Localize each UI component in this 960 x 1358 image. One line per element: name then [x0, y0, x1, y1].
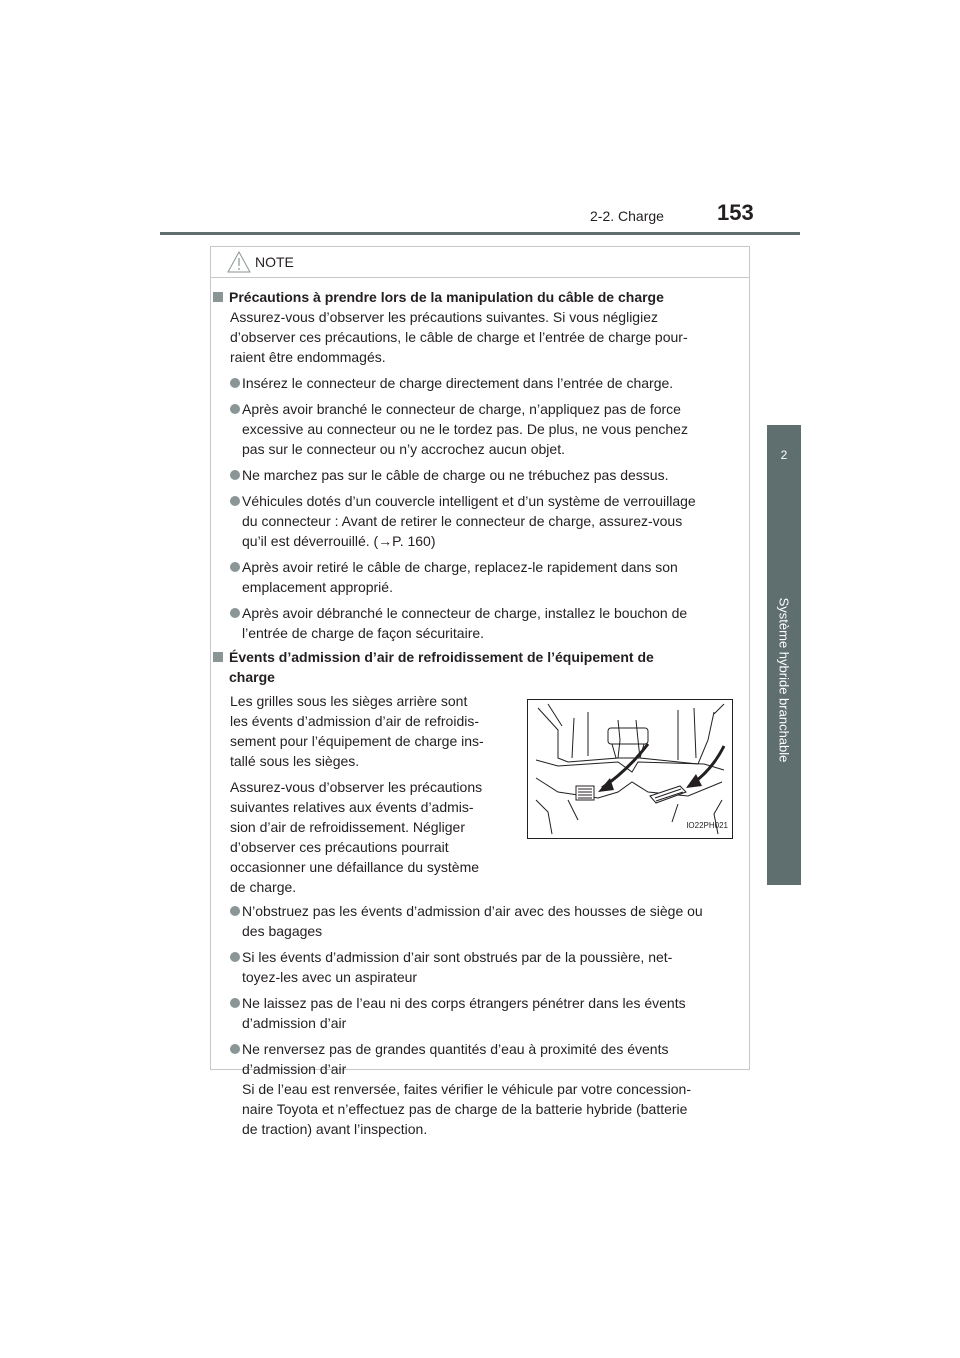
- round-bullet-icon: [230, 608, 240, 618]
- text-line: qu’il est déverrouillé. (→P. 160): [242, 533, 436, 549]
- text-line: des bagages: [242, 923, 323, 939]
- text-line: Après avoir branché le connecteur de charge, n’appliquez pas de force: [242, 401, 681, 417]
- text-line: d’admission d’air: [242, 1015, 347, 1031]
- bullet-item: [211, 557, 749, 597]
- text-line: Les grilles sous les sièges arrière sont: [230, 693, 468, 709]
- section-heading: [211, 647, 749, 687]
- text-line: de charge.: [230, 879, 297, 895]
- text-line: tallé sous les sièges.: [230, 753, 360, 769]
- text-line: Si les évents d’admission d’air sont obstrués par de la poussière, net-: [242, 949, 673, 965]
- note-header: [211, 247, 749, 278]
- text-line: d’admission d’air: [242, 1061, 347, 1077]
- square-bullet-icon: [213, 652, 223, 662]
- text-line: Si de l’eau est renversée, faites vérifier le véhicule par votre concession-: [242, 1081, 691, 1097]
- text-line: emplacement approprié.: [242, 579, 393, 595]
- bullet-item: [211, 603, 749, 643]
- warning-triangle-icon: [227, 251, 251, 273]
- text-line: du connecteur : Avant de retirer le connecteur de charge, assurez-vous: [242, 513, 683, 529]
- section-heading-text: Précautions à prendre lors de la manipulation du câble de charge: [229, 289, 664, 305]
- bullet-item: [211, 465, 749, 485]
- figure-block: [211, 687, 749, 895]
- text-line: excessive au connecteur ou ne le tordez pas. De plus, ne vous penchez: [242, 421, 688, 437]
- text-line: Après avoir débranché le connecteur de charge, installez le bouchon de: [242, 605, 688, 621]
- bullet-item: [211, 1039, 749, 1139]
- round-bullet-icon: [230, 1044, 240, 1054]
- text-line: pas sur le connecteur ou n’y accrochez aucun objet.: [242, 441, 565, 457]
- bullet-item: [211, 993, 749, 1033]
- round-bullet-icon: [230, 404, 240, 414]
- bullet-item: [211, 373, 749, 393]
- note-box: [210, 246, 750, 1137]
- text-line: les évents d’admission d’air de refroidis-: [230, 713, 479, 729]
- text-line: Assurez-vous d’observer les précautions suivantes. Si vous négligiez: [230, 309, 658, 325]
- rear-seat-illustration: [527, 699, 733, 839]
- text-line: l’entrée de charge de façon sécuritaire.: [242, 625, 485, 641]
- text-line: toyez-les avec un aspirateur: [242, 969, 418, 985]
- text-line: suivantes relatives aux évents d’admis-: [230, 799, 474, 815]
- bullet-item: [211, 947, 749, 987]
- intro-paragraph: [211, 307, 749, 367]
- page-number: 153: [717, 200, 754, 225]
- round-bullet-icon: [230, 496, 240, 506]
- figure-description: [230, 691, 504, 897]
- square-bullet-icon: [213, 292, 223, 302]
- note-title: NOTE: [255, 254, 294, 270]
- section-heading-text: Évents d’admission d’air de refroidissement de l’équipement de: [229, 649, 654, 665]
- text-line: Véhicules dotés d’un couvercle intelligent et d’un système de verrouillage: [242, 493, 696, 509]
- text-line: d’observer ces précautions pourrait: [230, 839, 449, 855]
- round-bullet-icon: [230, 952, 240, 962]
- chapter-tab-number: 2: [767, 425, 801, 485]
- bullet-item: [211, 491, 749, 551]
- text-line: naire Toyota et n’effectuez pas de charge de la batterie hybride (batterie: [242, 1101, 688, 1117]
- round-bullet-icon: [230, 998, 240, 1008]
- chapter-tab-label: Système hybride branchable: [776, 597, 792, 763]
- header-rule: [160, 232, 800, 235]
- section-heading-text: charge: [229, 669, 275, 685]
- text-line: raient être endommagés.: [230, 349, 386, 365]
- round-bullet-icon: [230, 378, 240, 388]
- text-line: Après avoir retiré le câble de charge, replacez-le rapidement dans son: [242, 559, 678, 575]
- text-line: occasionner une défaillance du système: [230, 859, 480, 875]
- text-line: Ne laissez pas de l’eau ni des corps étrangers pénétrer dans les évents: [242, 995, 686, 1011]
- figure-code: IO22PH021: [686, 821, 728, 830]
- text-line: d’observer ces précautions, le câble de charge et l’entrée de charge pour-: [230, 329, 688, 345]
- text-line: de traction) avant l’inspection.: [242, 1121, 428, 1137]
- text-line: sement pour l’équipement de charge ins-: [230, 733, 484, 749]
- bullet-item: [211, 399, 749, 459]
- text-line: Assurez-vous d’observer les précautions: [230, 779, 483, 795]
- round-bullet-icon: [230, 470, 240, 480]
- text-line: N’obstruez pas les évents d’admission d’air avec des housses de siège ou: [242, 903, 703, 919]
- text-line: Insérez le connecteur de charge directement dans l’entrée de charge.: [242, 375, 674, 391]
- round-bullet-icon: [230, 562, 240, 572]
- note-content: [211, 287, 749, 1139]
- section-heading: [211, 287, 749, 307]
- bullet-item: [211, 901, 749, 941]
- text-line: Ne renversez pas de grandes quantités d’eau à proximité des évents: [242, 1041, 669, 1057]
- round-bullet-icon: [230, 906, 240, 916]
- header-section-title: 2-2. Charge: [590, 208, 664, 224]
- text-line: Ne marchez pas sur le câble de charge ou ne trébuchez pas dessus.: [242, 467, 669, 483]
- text-line: sion d’air de refroidissement. Négliger: [230, 819, 465, 835]
